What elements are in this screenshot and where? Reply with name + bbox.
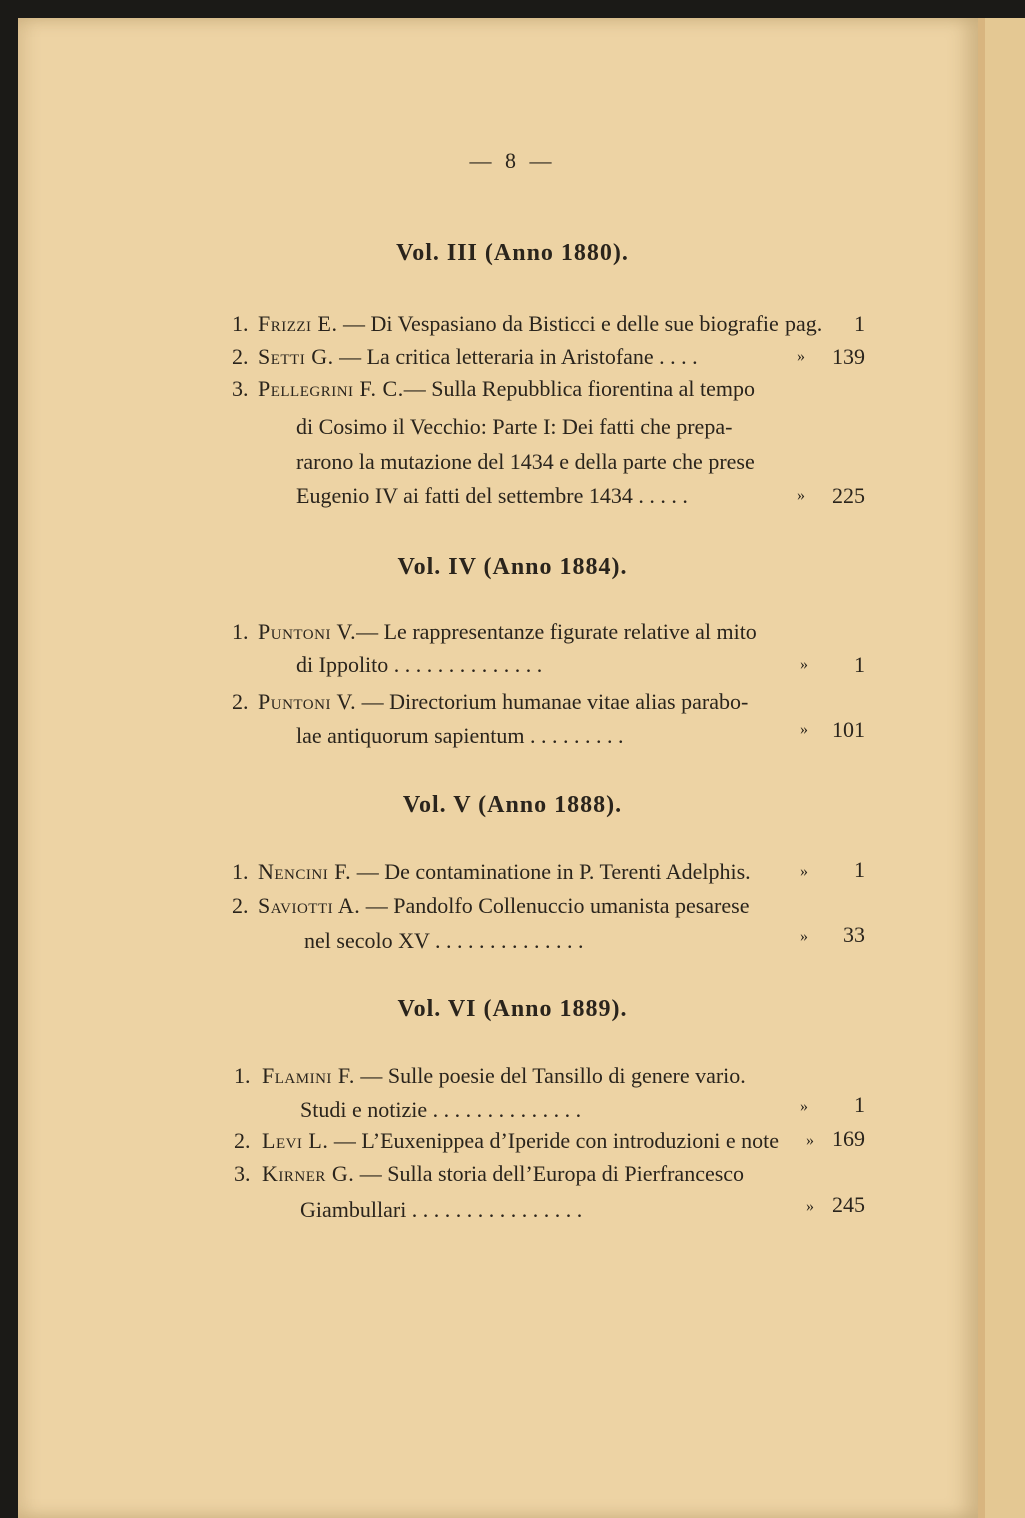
entry-author: Puntoni V. bbox=[258, 619, 357, 644]
entry-ref-prefix: » bbox=[800, 863, 808, 880]
entry-page: 225 bbox=[832, 483, 865, 508]
entry-author: Frizzi E. bbox=[258, 311, 338, 336]
entry-page: 169 bbox=[832, 1126, 865, 1151]
entry-page: 139 bbox=[832, 344, 865, 369]
volume-heading: Vol. IV (Anno 1884). bbox=[397, 554, 628, 580]
entry-page: 101 bbox=[832, 717, 865, 742]
entry-author: Levi L. bbox=[262, 1128, 329, 1153]
entry-page: 33 bbox=[843, 922, 865, 947]
entry-number: 3. bbox=[234, 1161, 251, 1186]
entry-title: Sulle poesie del Tansillo di genere vario. bbox=[387, 1063, 746, 1088]
entry-page: 245 bbox=[832, 1192, 865, 1217]
entry-number: 1. bbox=[232, 311, 249, 336]
page-number: — 8 — bbox=[469, 148, 556, 173]
entry-title: Sulla Repubblica fiorentina al tempo bbox=[431, 376, 756, 401]
entry-number: 2. bbox=[232, 893, 249, 918]
entry-page: 1 bbox=[854, 857, 865, 882]
entry-ref-prefix: » bbox=[797, 348, 805, 365]
entry-ref-prefix: » bbox=[806, 1132, 814, 1149]
entry-number: 1. bbox=[232, 859, 249, 884]
entry-ref-prefix: » bbox=[800, 1098, 808, 1115]
entry-ref-prefix: » bbox=[800, 928, 808, 945]
entry-number: 1. bbox=[234, 1063, 251, 1088]
entry-separator: — bbox=[354, 1161, 388, 1186]
entry-page: 1 bbox=[854, 652, 865, 677]
entry-separator: — bbox=[356, 619, 384, 644]
volume-heading: Vol. VI (Anno 1889). bbox=[397, 996, 628, 1022]
entry-author: Saviotti A. bbox=[258, 893, 361, 918]
entry-separator: — bbox=[403, 376, 432, 401]
entry-author: Pellegrini F. C. bbox=[258, 376, 404, 401]
entry-author: Setti G. bbox=[258, 344, 334, 369]
entry-page: 1 bbox=[854, 1092, 865, 1117]
entry-title: Directorium humanae vitae alias parabo- bbox=[389, 689, 749, 714]
entry-ref-prefix: » bbox=[800, 721, 808, 738]
entry-author: Puntoni V. bbox=[258, 689, 357, 714]
entry-separator: — bbox=[360, 893, 394, 918]
entry-separator: — bbox=[333, 344, 367, 369]
volume-heading: Vol. III (Anno 1880). bbox=[396, 240, 629, 266]
entry-title: Sulla storia dell’Europa di Pierfrancesco bbox=[387, 1161, 745, 1186]
entry-author: Nencini F. bbox=[258, 859, 352, 884]
entry-page: 1 bbox=[854, 311, 865, 336]
entry-title: De contaminatione in P. Terenti Adelphis. bbox=[384, 859, 751, 884]
entry-separator: — bbox=[356, 689, 390, 714]
entry-separator: — bbox=[351, 859, 385, 884]
entry-title: La critica letteraria in Aristofane . . . . bbox=[366, 344, 698, 369]
entry-ref-prefix: » bbox=[806, 1198, 814, 1215]
entry-number: 2. bbox=[234, 1128, 251, 1153]
entry-author: Kirner G. bbox=[262, 1161, 355, 1186]
entry-number: 1. bbox=[232, 619, 249, 644]
entry-ref-prefix: » bbox=[797, 487, 805, 504]
volume-heading: Vol. V (Anno 1888). bbox=[402, 792, 623, 818]
entry-title: Pandolfo Collenuccio umanista pesarese bbox=[393, 893, 750, 918]
entry-title: Di Vespasiano da Bisticci e delle sue biografie bbox=[370, 311, 779, 336]
entry-number: 2. bbox=[232, 344, 249, 369]
entry-separator: — bbox=[328, 1128, 362, 1153]
entry-title: L’Euxenippea d’Iperide con introduzioni e note bbox=[361, 1128, 780, 1153]
entry-number: 3. bbox=[232, 376, 249, 401]
entry-ref-prefix: » bbox=[800, 656, 808, 673]
entry-number: 2. bbox=[232, 689, 249, 714]
entry-separator: — bbox=[337, 311, 371, 336]
entry-author: Flamini F. bbox=[262, 1063, 355, 1088]
entry-title: Le rappresentanze figurate relative al mito bbox=[383, 619, 757, 644]
entry-ref-prefix: pag. bbox=[785, 311, 823, 336]
entry-separator: — bbox=[354, 1063, 388, 1088]
